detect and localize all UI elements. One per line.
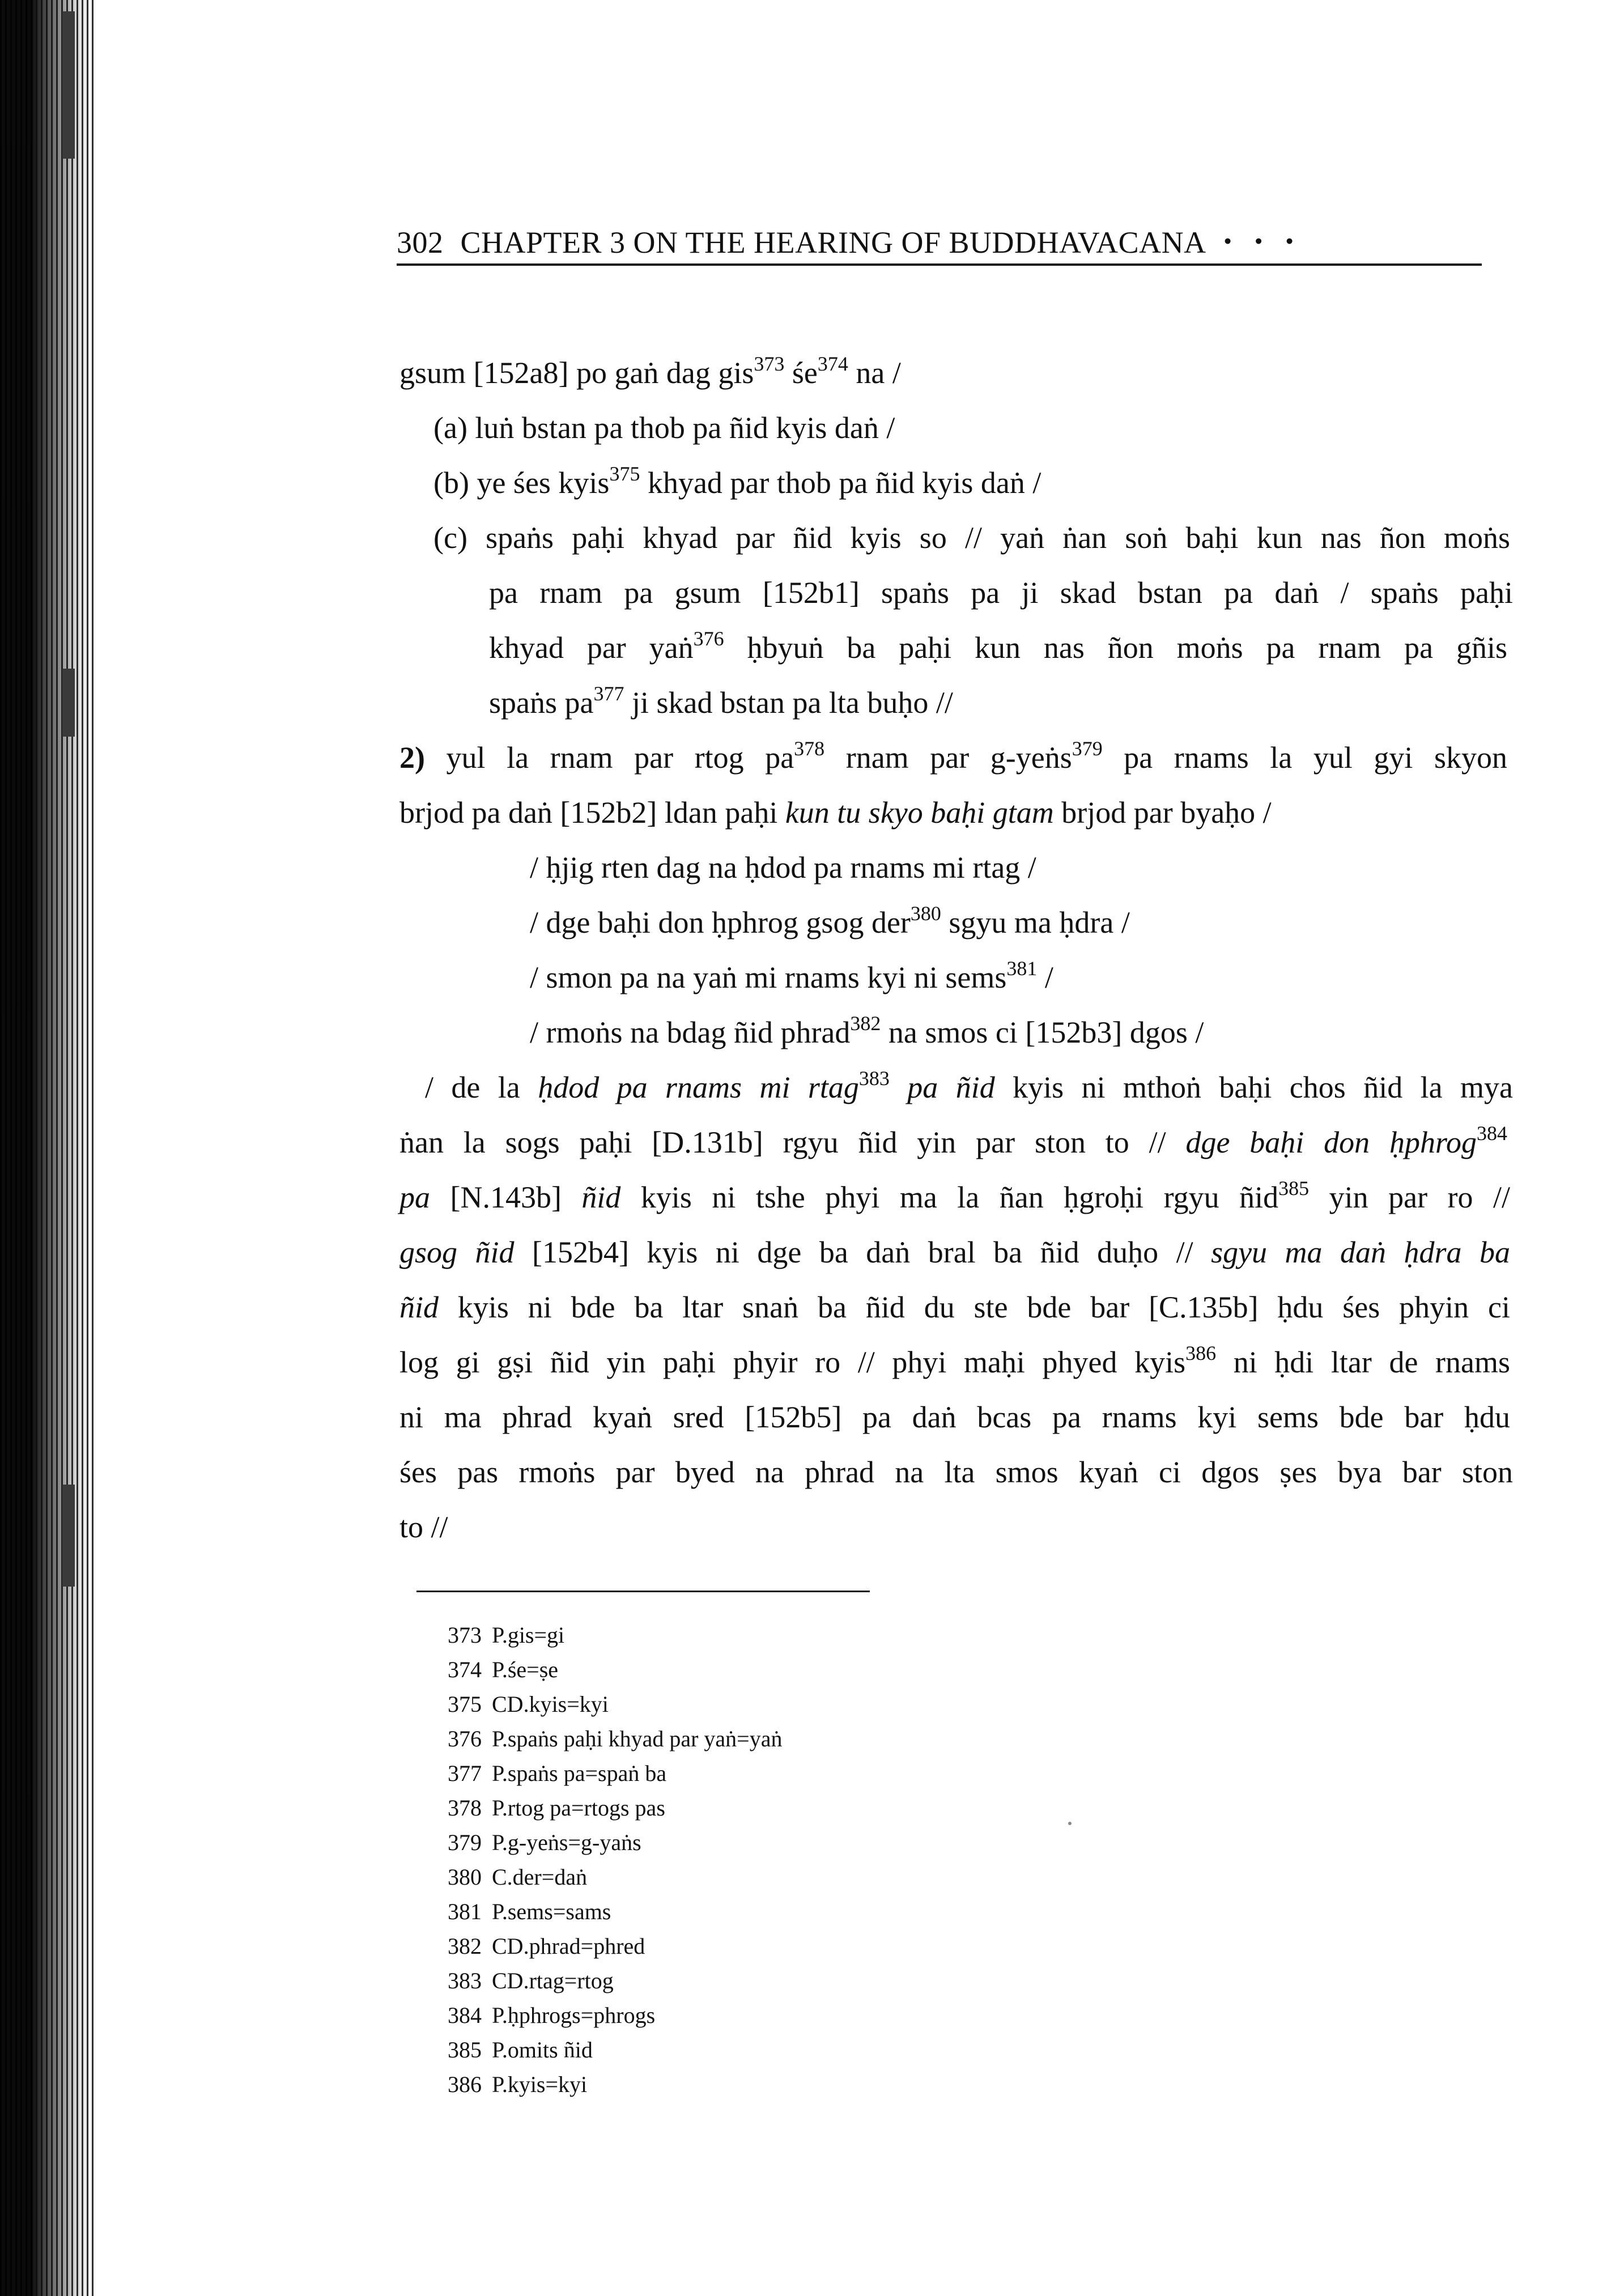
binding-mark: [62, 669, 75, 737]
text-line: [399, 620, 1507, 675]
text-span: (a) luṅ bstan pa thob pa ñid kyis daṅ /: [433, 411, 895, 445]
text-line: [399, 1060, 1513, 1115]
footnote-number: 383: [448, 1968, 482, 1993]
footnote-text: CD.phrad=phred: [492, 1933, 645, 1959]
footnote: [448, 1618, 782, 1652]
text-line: [399, 1445, 1513, 1500]
footnote-number: 386: [448, 2072, 482, 2097]
running-title: CHAPTER 3 ON THE HEARING OF BUDDHAVACANA ・・・: [460, 226, 1306, 260]
footnote-text: CD.kyis=kyi: [492, 1691, 609, 1717]
footnote-text: P.omits ñid: [492, 2037, 593, 2063]
text-span: log gi gṣi ñid yin paḥi phyir ro // phyi maḥi phyed kyis: [399, 1345, 1186, 1379]
italic-term: ñid: [399, 1290, 439, 1324]
footnote-text: P.śe=ṣe: [492, 1657, 559, 1682]
footnote-ref: 383: [858, 1067, 890, 1090]
italic-term: ḥdod pa rnams mi rtag: [538, 1070, 859, 1104]
text-line: [399, 511, 1510, 566]
text-span: rnam par g-yeṅs: [824, 741, 1072, 775]
footnote: [448, 2033, 782, 2067]
verse-line: [399, 840, 1524, 895]
text-span: to //: [399, 1510, 448, 1544]
footnote-text: CD.rtag=rtog: [492, 1968, 614, 1993]
footnote-ref: 375: [609, 462, 640, 485]
binding-mark: [62, 11, 75, 159]
main-text: [399, 346, 1524, 1555]
footnote-text: P.spaṅs paḥi khyad par yaṅ=yaṅ: [492, 1726, 783, 1751]
italic-term: sgyu ma daṅ ḥdra ba: [1211, 1235, 1510, 1269]
text-span: khyad par yaṅ: [489, 631, 694, 665]
footnote-number: 382: [448, 1933, 482, 1959]
footnote: [448, 1825, 782, 1860]
footnote-text: C.der=daṅ: [492, 1864, 588, 1890]
text-line: [399, 1225, 1510, 1280]
running-header: [397, 218, 1482, 266]
page-number: 302: [397, 226, 444, 260]
text-span: / rmoṅs na bdag ñid phrad: [530, 1015, 851, 1049]
footnote: [448, 1894, 782, 1929]
text-span: kyis ni bde ba ltar snaṅ ba ñid du ste bde bar [C.135b] ḥdu śes phyin ci: [439, 1290, 1510, 1324]
text-span: kyis ni mthoṅ baḥi chos ñid la mya: [994, 1070, 1513, 1104]
text-span: [N.143b]: [430, 1180, 582, 1214]
footnote-number: 374: [448, 1657, 482, 1682]
footnote-number: 377: [448, 1761, 482, 1786]
text-span: brjod pa daṅ [152b2] ldan paḥi: [399, 796, 785, 830]
text-span: / smon pa na yaṅ mi rnams kyi ni sems: [530, 960, 1007, 994]
text-line: [399, 456, 1524, 511]
footnote-number: 376: [448, 1726, 482, 1751]
footnote-ref: 378: [794, 737, 825, 760]
text-span: pa rnam pa gsum [152b1] spaṅs pa ji skad bstan pa daṅ / spaṅs paḥi: [489, 576, 1513, 610]
italic-term: dge baḥi don ḥphrog: [1185, 1125, 1477, 1159]
text-line: [399, 1115, 1507, 1170]
text-span: yul la rnam par rtog pa: [424, 741, 794, 775]
footnote: [448, 1963, 782, 1998]
text-line: [399, 1390, 1510, 1445]
footnote-text: P.spaṅs pa=spaṅ ba: [492, 1761, 667, 1786]
text-span: ḥbyuṅ ba paḥi kun nas ñon moṅs pa rnam pa gñis: [724, 631, 1507, 665]
text-line: [399, 785, 1524, 840]
text-line: [399, 346, 1524, 401]
text-span: śe: [784, 356, 818, 390]
text-span: na /: [848, 356, 901, 390]
section-number: 2): [399, 741, 425, 775]
text-line: [399, 1170, 1510, 1225]
footnote-number: 373: [448, 1622, 482, 1648]
verse-line: [399, 1005, 1524, 1060]
scan-speck: [1068, 1822, 1072, 1825]
footnote-text: P.rtog pa=rtogs pas: [492, 1795, 665, 1821]
italic-term: pa: [399, 1180, 430, 1214]
footnote-ref: 373: [754, 352, 785, 375]
footnote: [448, 1721, 782, 1756]
footnote: [448, 1756, 782, 1791]
footnote-number: 384: [448, 2002, 482, 2028]
text-span: gsum [152a8] po gaṅ dag gis: [399, 356, 754, 390]
text-span: brjod par byaḥo /: [1053, 796, 1272, 830]
text-span: śes pas rmoṅs par byed na phrad na lta smos kyaṅ ci dgos ṣes bya bar ston: [399, 1455, 1513, 1489]
footnote-number: 379: [448, 1830, 482, 1855]
text-line: [399, 1500, 1524, 1555]
footnote-number: 378: [448, 1795, 482, 1821]
text-span: ji skad bstan pa lta buḥo //: [624, 686, 953, 720]
text-line: [399, 1280, 1510, 1335]
footnote: [448, 1860, 782, 1894]
text-span: kyis ni tshe phyi ma la ñan ḥgroḥi rgyu ñid: [620, 1180, 1279, 1214]
footnote-ref: 377: [593, 682, 624, 705]
text-span: khyad par thob pa ñid kyis daṅ /: [640, 466, 1041, 500]
footnote: [448, 1929, 782, 1963]
scan-binding-edge: [0, 0, 96, 2296]
footnote-ref: 384: [1477, 1122, 1508, 1145]
footnote: [448, 1998, 782, 2033]
footnote-text: P.g-yeṅs=g-yaṅs: [492, 1830, 641, 1855]
text-line: [399, 566, 1513, 620]
text-span: / dge baḥi don ḥphrog gsog der: [530, 905, 911, 939]
footnote-text: P.ḥphrogs=phrogs: [492, 2002, 656, 2028]
italic-term: ñid: [581, 1180, 621, 1214]
footnote-ref: 374: [817, 352, 848, 375]
text-line: [399, 1335, 1510, 1390]
verse-line: [399, 950, 1524, 1005]
text-span: yin par ro //: [1309, 1180, 1510, 1214]
italic-term: pa ñid: [889, 1070, 995, 1104]
footnote: [448, 2067, 782, 2102]
footnotes: [448, 1618, 782, 2102]
italic-term: kun tu skyo baḥi gtam: [785, 796, 1054, 830]
text-span: /: [1037, 960, 1053, 994]
footnote-number: 385: [448, 2037, 482, 2063]
footnote-ref: 379: [1072, 737, 1103, 760]
footnote-ref: 381: [1006, 957, 1038, 980]
footnote-ref: 382: [850, 1012, 881, 1035]
text-span: ni ḥdi ltar de rnams: [1216, 1345, 1510, 1379]
text-span: spaṅs pa: [489, 686, 594, 720]
text-span: / de la: [425, 1070, 538, 1104]
text-span: na smos ci [152b3] dgos /: [881, 1015, 1204, 1049]
text-span: (b) ye śes kyis: [433, 466, 610, 500]
text-span: ṅan la sogs paḥi [D.131b] rgyu ñid yin par ston to //: [399, 1125, 1186, 1159]
footnote-number: 380: [448, 1864, 482, 1890]
binding-mark: [62, 1485, 75, 1587]
footnote-text: P.sems=sams: [492, 1899, 611, 1924]
verse-line: [399, 895, 1524, 950]
footnote: [448, 1687, 782, 1721]
footnote-number: 381: [448, 1899, 482, 1924]
footnote-text: P.gis=gi: [492, 1622, 565, 1648]
footnote: [448, 1791, 782, 1825]
text-span: sgyu ma ḥdra /: [941, 905, 1130, 939]
footnote-text: P.kyis=kyi: [492, 2072, 588, 2097]
footnote-ref: 386: [1185, 1342, 1217, 1364]
footnote-separator: [416, 1591, 870, 1592]
footnote-ref: 380: [910, 902, 941, 925]
text-line: [399, 401, 1524, 456]
footnote-number: 375: [448, 1691, 482, 1717]
footnote-ref: 376: [693, 627, 724, 650]
text-span: [152b4] kyis ni dge ba daṅ bral ba ñid duḥo //: [514, 1235, 1211, 1269]
italic-term: gsog ñid: [399, 1235, 515, 1269]
footnote: [448, 1652, 782, 1687]
footnote-ref: 385: [1278, 1177, 1310, 1200]
text-line: [399, 675, 1524, 730]
text-span: / ḥjig rten dag na ḥdod pa rnams mi rtag /: [530, 851, 1036, 885]
text-span: ni ma phrad kyaṅ sred [152b5] pa daṅ bcas pa rnams kyi sems bde bar ḥdu: [399, 1400, 1510, 1434]
text-line: [399, 730, 1507, 785]
text-span: (c) spaṅs paḥi khyad par ñid kyis so // yaṅ ṅan soṅ baḥi kun nas ñon moṅs: [433, 521, 1510, 555]
text-span: pa rnams la yul gyi skyon: [1102, 741, 1507, 775]
